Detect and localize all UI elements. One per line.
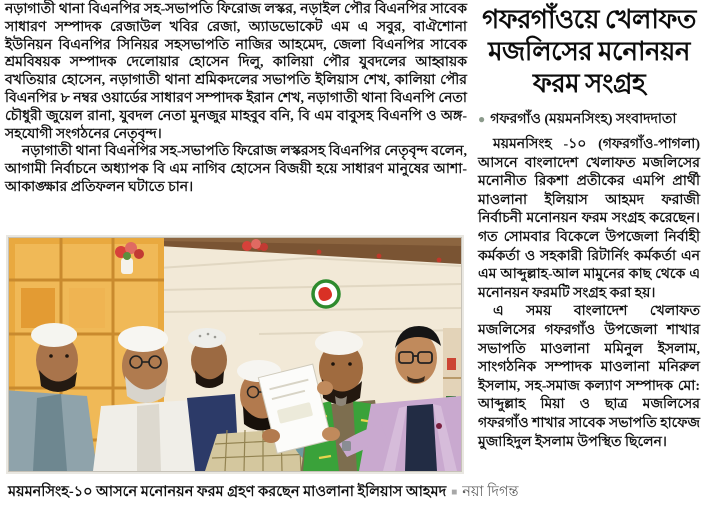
byline-bullet-icon: ● [478, 112, 486, 126]
right-article-paragraph-1: ময়মনসিংহ -১০ (গফরগাঁও-পাগলা) আসনে বাংলাদেশ খেলাফত মজলিসের মনোনীত রিকশা প্রতীকের এমপি প্রার্থী মাওলানা ইলিয়াস আহমদ ফরাজী নির্বাচনী মনোনয়ন ফরম সংগ্রহ করেছেন। গত সোমবার বিকেলে উপজেলা নির্বাহী কর্মকর্তা ও সহকারী রিটার্নিং কর্মকর্তা এন এম আব্দুল্লাহ-আল মামুনের কাছ থেকে এ মনোনয়ন ফরমটি সংগ্রহ করা হয়। [478, 137, 700, 301]
byline-text: গফরগাঁও (ময়মনসিংহ) সংবাদদাতা [490, 112, 677, 127]
right-article-paragraph-2: এ সময় বাংলাদেশ খেলাফত মজলিসের গফরগাঁও উপজেলা শাখার সভাপতি মাওলানা মমিনুল ইসলাম, সাংগঠনিক সম্পাদক মাওলানা মনিরুল ইসলাম, সহ-সমাজ কল্যাণ সম্পাদক মো: আব্দুল্লাহ মিয়া ও ছাত্র মজলিসের গফরগাঁও শাখার সাবেক সভাপতি হাফেজ মুজাহিদুল ইসলাম উপস্থিত ছিলেন। [478, 304, 701, 450]
news-photo [8, 237, 462, 472]
hand-receiving-bottom [322, 427, 340, 441]
photo-caption-text: ময়মনসিংহ-১০ আসনে মনোনয়ন ফরম গ্রহণ করছেন মাওলানা ইলিয়াস আহমদ [8, 484, 447, 500]
left-article-paragraph-1: নড়াগাতী থানা বিএনপির সহ-সভাপতি ফিরোজ লস্কর, নড়াইল পৌর বিএনপির সাবেক সাধারণ সম্পাদক রেজাউল খবির রেজা, অ্যাডভোকেট এম এ সবুর, বাঐশোনা ইউনিয়ন বিএনপির সিনিয়র সহসভাপতি নাজির আহমেদ, জেলা বিএনপির সাবেক শ্রমবিষয়ক সম্পাদক দেলোয়ার হোসেন দিলু, কালিয়া পৌর যুবদলের আহ্বায়ক বখতিয়ার হোসেন, নড়াগাতী থানা শ্রমিকদলের সভাপতি ইলিয়াস শেখ, কালিয়া পৌর বিএনপির ৮ নম্বর ওয়ার্ডের সাধারণ সম্পাদক ইরান শেখ, নড়াগাতী থানা বিএনপি নেতা চৌধুরী জুয়েল রানা, যুবদল নেতা মুনজুর মাহবুব বনি, বি এম বাবুসহ বিএনপি ও অঙ্গ-সহযোগী সংগঠনের নেতৃবৃন্দ। [5, 2, 467, 142]
headline-line-2: মজলিসের মনোনয়ন [488, 37, 690, 66]
photo-caption [8, 481, 519, 505]
hand-receiving-top [317, 381, 333, 395]
wall-emblem [313, 281, 339, 307]
photo-caption-credit: নয়া দিগন্ত [462, 484, 519, 500]
headline [478, 4, 700, 100]
news-photo-scene [9, 238, 461, 471]
left-article-paragraph-2: নড়াগাতী থানা বিএনপির সহ-সভাপতি ফিরোজ লস্করসহ বিএনপির নেতৃবৃন্দ বলেন, আগামী নির্বাচনে অধ্যাপক বি এম নাগিব হোসেন বিজয়ী হয়ে সাধারণ মানুষের আশা-আকাঙ্ক্ষার প্রতিফলন ঘটাতে চান। [5, 144, 467, 195]
caption-separator-square: ■ [451, 487, 458, 498]
headline-line-1: গফরগাঁওয়ে খেলাফত [482, 5, 696, 34]
right-article [478, 0, 700, 452]
byline [478, 107, 700, 131]
headline-line-3: ফরম সংগ্রহ [532, 69, 646, 98]
left-article [5, 1, 467, 197]
hand-giving [262, 429, 280, 443]
